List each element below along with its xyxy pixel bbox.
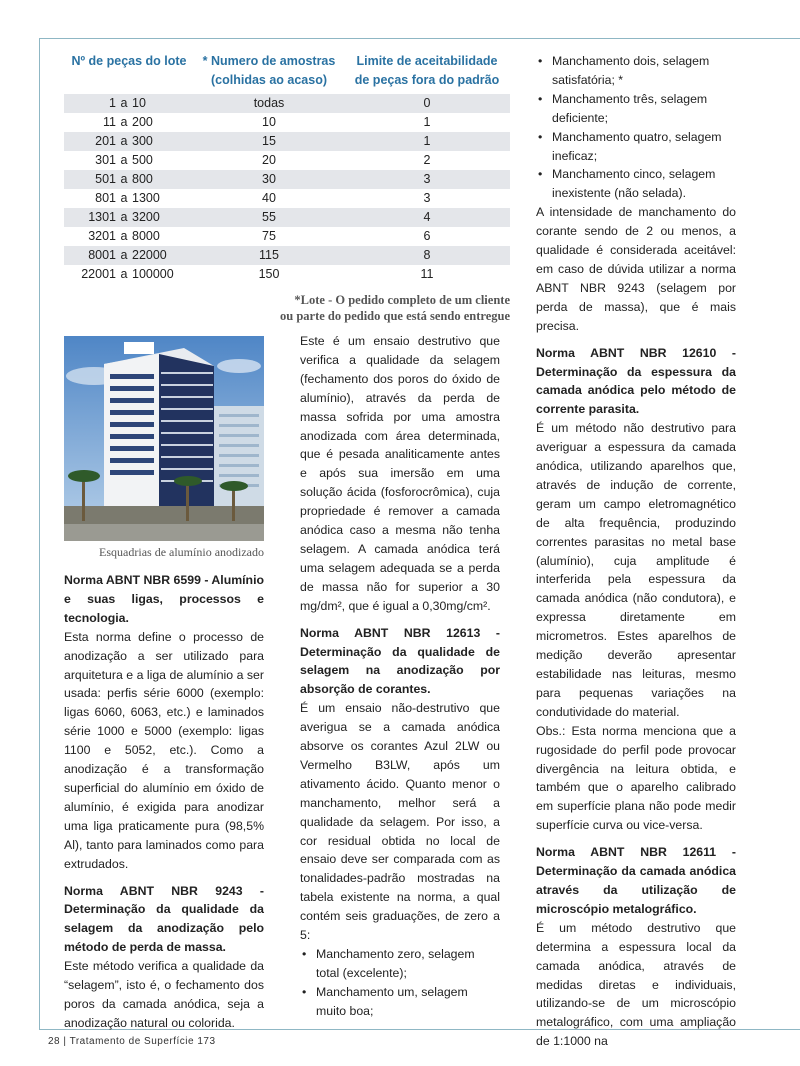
cell-samples: 55 — [262, 210, 276, 224]
cell-limit: 1 — [423, 115, 431, 129]
cell-to: 22000 — [132, 248, 167, 262]
cell-lot-range — [64, 246, 194, 265]
header-limit — [344, 52, 510, 94]
cell-from: 1 — [109, 96, 116, 110]
cell-a: a — [120, 115, 128, 129]
cell-from: 201 — [95, 134, 116, 148]
cell-samples: 20 — [262, 153, 276, 167]
heading-nbr-12613: Norma ABNT NBR 12613 - Determinação da qualidade de selagem na anodização por absorção de corantes. — [300, 625, 500, 697]
building-photo — [64, 336, 264, 541]
cell-lot-range — [64, 132, 194, 151]
cell-a: a — [120, 191, 128, 205]
list-item: • Manchamento zero, selagem total (excelente); — [300, 945, 500, 983]
heading-nbr-12610: Norma ABNT NBR 12610 - Determinação da espessura da camada anódica pelo método de corrente parasita. — [536, 345, 736, 417]
cell-a: a — [120, 267, 128, 281]
cell-samples: 75 — [262, 229, 276, 243]
list-item: • Manchamento três, selagem deficiente; — [536, 90, 736, 128]
text-column-3 — [536, 52, 736, 1051]
cell-samples: 115 — [259, 248, 279, 262]
paragraph: É um ensaio não-destrutivo que averigua se a camada anódica absorve os corantes Azul 2LW ou Vermelho B3LW, após um ativamento ácido. Quanto menor o manchamento, melhor será a qualidade da selagem. Por isso, a cor residual obtida no local de ensaio deve ser comparada com as tonalidades-padrão mostradas na tabela existente na norma, a qual contém seis graduações, de zero a 5: — [300, 701, 500, 943]
cell-limit: 6 — [423, 229, 431, 243]
cell-to: 300 — [132, 134, 153, 148]
paragraph: Esta norma define o processo de anodização a ser utilizado para arquitetura e a liga de alumínio a ser usada: perfis série 6000 (exemplo: ligas 6060, 6063, etc.) e laminados série 1000 e 5000 (exemplo: ligas 1100 e 5052, etc.). Como a anodização é a transformação superficial do alumínio em óxido de alumínio, é exigida para anodizar uma liga praticamente pura (98,5% Al), tanto para laminados como para extrudados. — [64, 629, 264, 871]
photo-caption: Esquadrias de alumínio anodizado — [99, 545, 264, 559]
cell-a: a — [120, 153, 128, 167]
table-row — [64, 246, 510, 265]
cell-from: 3201 — [88, 229, 116, 243]
cell-lot-range — [64, 265, 194, 284]
paragraph: Este método verifica a qualidade da “selagem”, isto é, o fechamento dos poros da camada anódica, seja a anodização natural ou colorida. — [64, 959, 264, 1030]
table-row — [64, 208, 510, 227]
paragraph: Obs.: Esta norma menciona que a rugosidade do perfil pode provocar divergência na leitura obtida, e também que o aparelho calibrado em superfície plana não pode medir superfície curva ou vice-versa. — [536, 723, 736, 833]
text-column-2 — [300, 332, 500, 1021]
table-note — [64, 292, 510, 324]
page-footer: 28 | Tratamento de Superfície 173 — [48, 1036, 216, 1047]
cell-to: 200 — [132, 115, 153, 129]
cell-samples: 40 — [262, 191, 276, 205]
cell-a: a — [120, 248, 128, 262]
text-column-1 — [64, 571, 264, 1033]
list-item: • Manchamento cinco, selagem inexistente (não selada). — [536, 165, 736, 203]
list-item: • Manchamento um, selagem muito boa; — [300, 983, 500, 1021]
header-samples-line2: (colhidas ao acaso) — [210, 73, 327, 87]
list-item: • Manchamento quatro, selagem ineficaz; — [536, 128, 736, 166]
cell-limit: 1 — [423, 134, 431, 148]
cell-from: 11 — [103, 115, 116, 129]
cell-samples: 15 — [262, 134, 276, 148]
header-limit-line1: Limite de aceitabilidade — [356, 54, 498, 68]
cell-a: a — [120, 210, 128, 224]
heading-nbr-12611: Norma ABNT NBR 12611 - Determinação da camada anódica através da utilização de microscópio metalográfico. — [536, 845, 736, 916]
cell-a: a — [120, 172, 128, 186]
cell-to: 1300 — [132, 191, 160, 205]
header-samples — [194, 52, 344, 94]
table-note-line1: *Lote - O pedido completo de um cliente — [294, 293, 510, 307]
table-row — [64, 227, 510, 246]
table-row — [64, 170, 510, 189]
table-header — [64, 52, 510, 94]
cell-to: 3200 — [132, 210, 160, 224]
cell-to: 10 — [132, 96, 146, 110]
cell-a: a — [120, 96, 128, 110]
cell-from: 22001 — [81, 267, 116, 281]
cell-lot-range — [64, 189, 194, 208]
list-item: • Manchamento dois, selagem satisfatória; * — [536, 52, 736, 90]
cell-lot-range — [64, 208, 194, 227]
bullet-list — [536, 52, 736, 203]
cell-from: 1301 — [88, 210, 116, 224]
cell-lot-range — [64, 227, 194, 246]
cell-from: 8001 — [88, 248, 116, 262]
paragraph: É um método não destrutivo para averiguar a espessura da camada anódica, utilizando aparelhos que, através de indução de corrente, geram um campo eletromagnético de alta frequência, produzindo correntes parasitas no metal base (alumínio), cuja amplitude é interferida pela espessura da camada anódica (não condutora), e expressa diretamente em micrometros. Estes aparelhos de medição deverão apresentar estabilidade nas leituras, mesmo para pequenas variações na condutividade do material. — [536, 421, 736, 719]
cell-from: 301 — [95, 153, 116, 167]
cell-lot-range — [64, 151, 194, 170]
sampling-table — [64, 52, 510, 324]
cell-limit: 0 — [423, 96, 431, 110]
header-samples-line1: * Numero de amostras — [202, 54, 336, 68]
cell-to: 800 — [132, 172, 153, 186]
cell-to: 100000 — [132, 267, 174, 281]
cell-from: 501 — [95, 172, 116, 186]
cell-to: 8000 — [132, 229, 160, 243]
cell-samples: 10 — [262, 115, 276, 129]
cell-a: a — [120, 134, 128, 148]
cell-a: a — [120, 229, 128, 243]
table-body — [64, 94, 510, 284]
table-note-line2: ou parte do pedido que está sendo entregue — [280, 309, 510, 323]
cell-lot-range — [64, 94, 194, 113]
bullet-list — [300, 945, 500, 1021]
cell-to: 500 — [132, 153, 153, 167]
table-row — [64, 151, 510, 170]
table-row — [64, 113, 510, 132]
cell-samples: todas — [253, 96, 285, 110]
header-lot-size: Nº de peças do lote — [71, 54, 187, 68]
cell-samples: 150 — [258, 267, 280, 281]
heading-nbr-6599: Norma ABNT NBR 6599 - Alumínio e suas ligas, processos e tecnologia. — [64, 573, 264, 625]
table-row — [64, 265, 510, 284]
paragraph: É um método destrutivo que determina a espessura local da camada anódica, através de medidas diretas e individuais, utilizando-se de um microscópio metalográfico, com uma ampliação de 1:1000 na — [536, 920, 736, 1049]
header-limit-line2: de peças fora do padrão — [354, 73, 500, 87]
cell-limit: 11 — [420, 267, 434, 281]
cell-limit: 3 — [423, 172, 431, 186]
cell-limit: 8 — [423, 248, 431, 262]
cell-limit: 3 — [423, 191, 431, 205]
paragraph: A intensidade de manchamento do corante sendo de 2 ou menos, a qualidade é considerada aceitável: em caso de dúvida utilizar a norma ABNT NBR 9243 (selagem por perda de massa), que é mais precisa. — [536, 205, 736, 333]
cell-limit: 2 — [423, 153, 431, 167]
table-row — [64, 132, 510, 151]
cell-lot-range — [64, 170, 194, 189]
cell-lot-range — [64, 113, 194, 132]
table-row — [64, 94, 510, 113]
heading-nbr-9243: Norma ABNT NBR 9243 - Determinação da qualidade da selagem da anodização pelo método de perda de massa. — [64, 883, 264, 955]
paragraph: Este é um ensaio destrutivo que verifica a qualidade da selagem (fechamento dos poros do óxido de alumínio), através da perda de massa sofrida por uma amostra anodizada com área determinada, que é pesada analiticamente antes e após sua imersão em uma solução ácida (fosforocrômica), cuja propriedade é remover a camada anódica caso a mesma não tenha selagem. A camada anódica terá uma selagem adequada se a perda de massa não for superior a 30 mg/dm², que é igual a 0,30mg/cm². — [300, 334, 500, 613]
cell-from: 801 — [95, 191, 116, 205]
cell-samples: 30 — [262, 172, 276, 186]
table-row — [64, 189, 510, 208]
cell-limit: 4 — [423, 210, 431, 224]
